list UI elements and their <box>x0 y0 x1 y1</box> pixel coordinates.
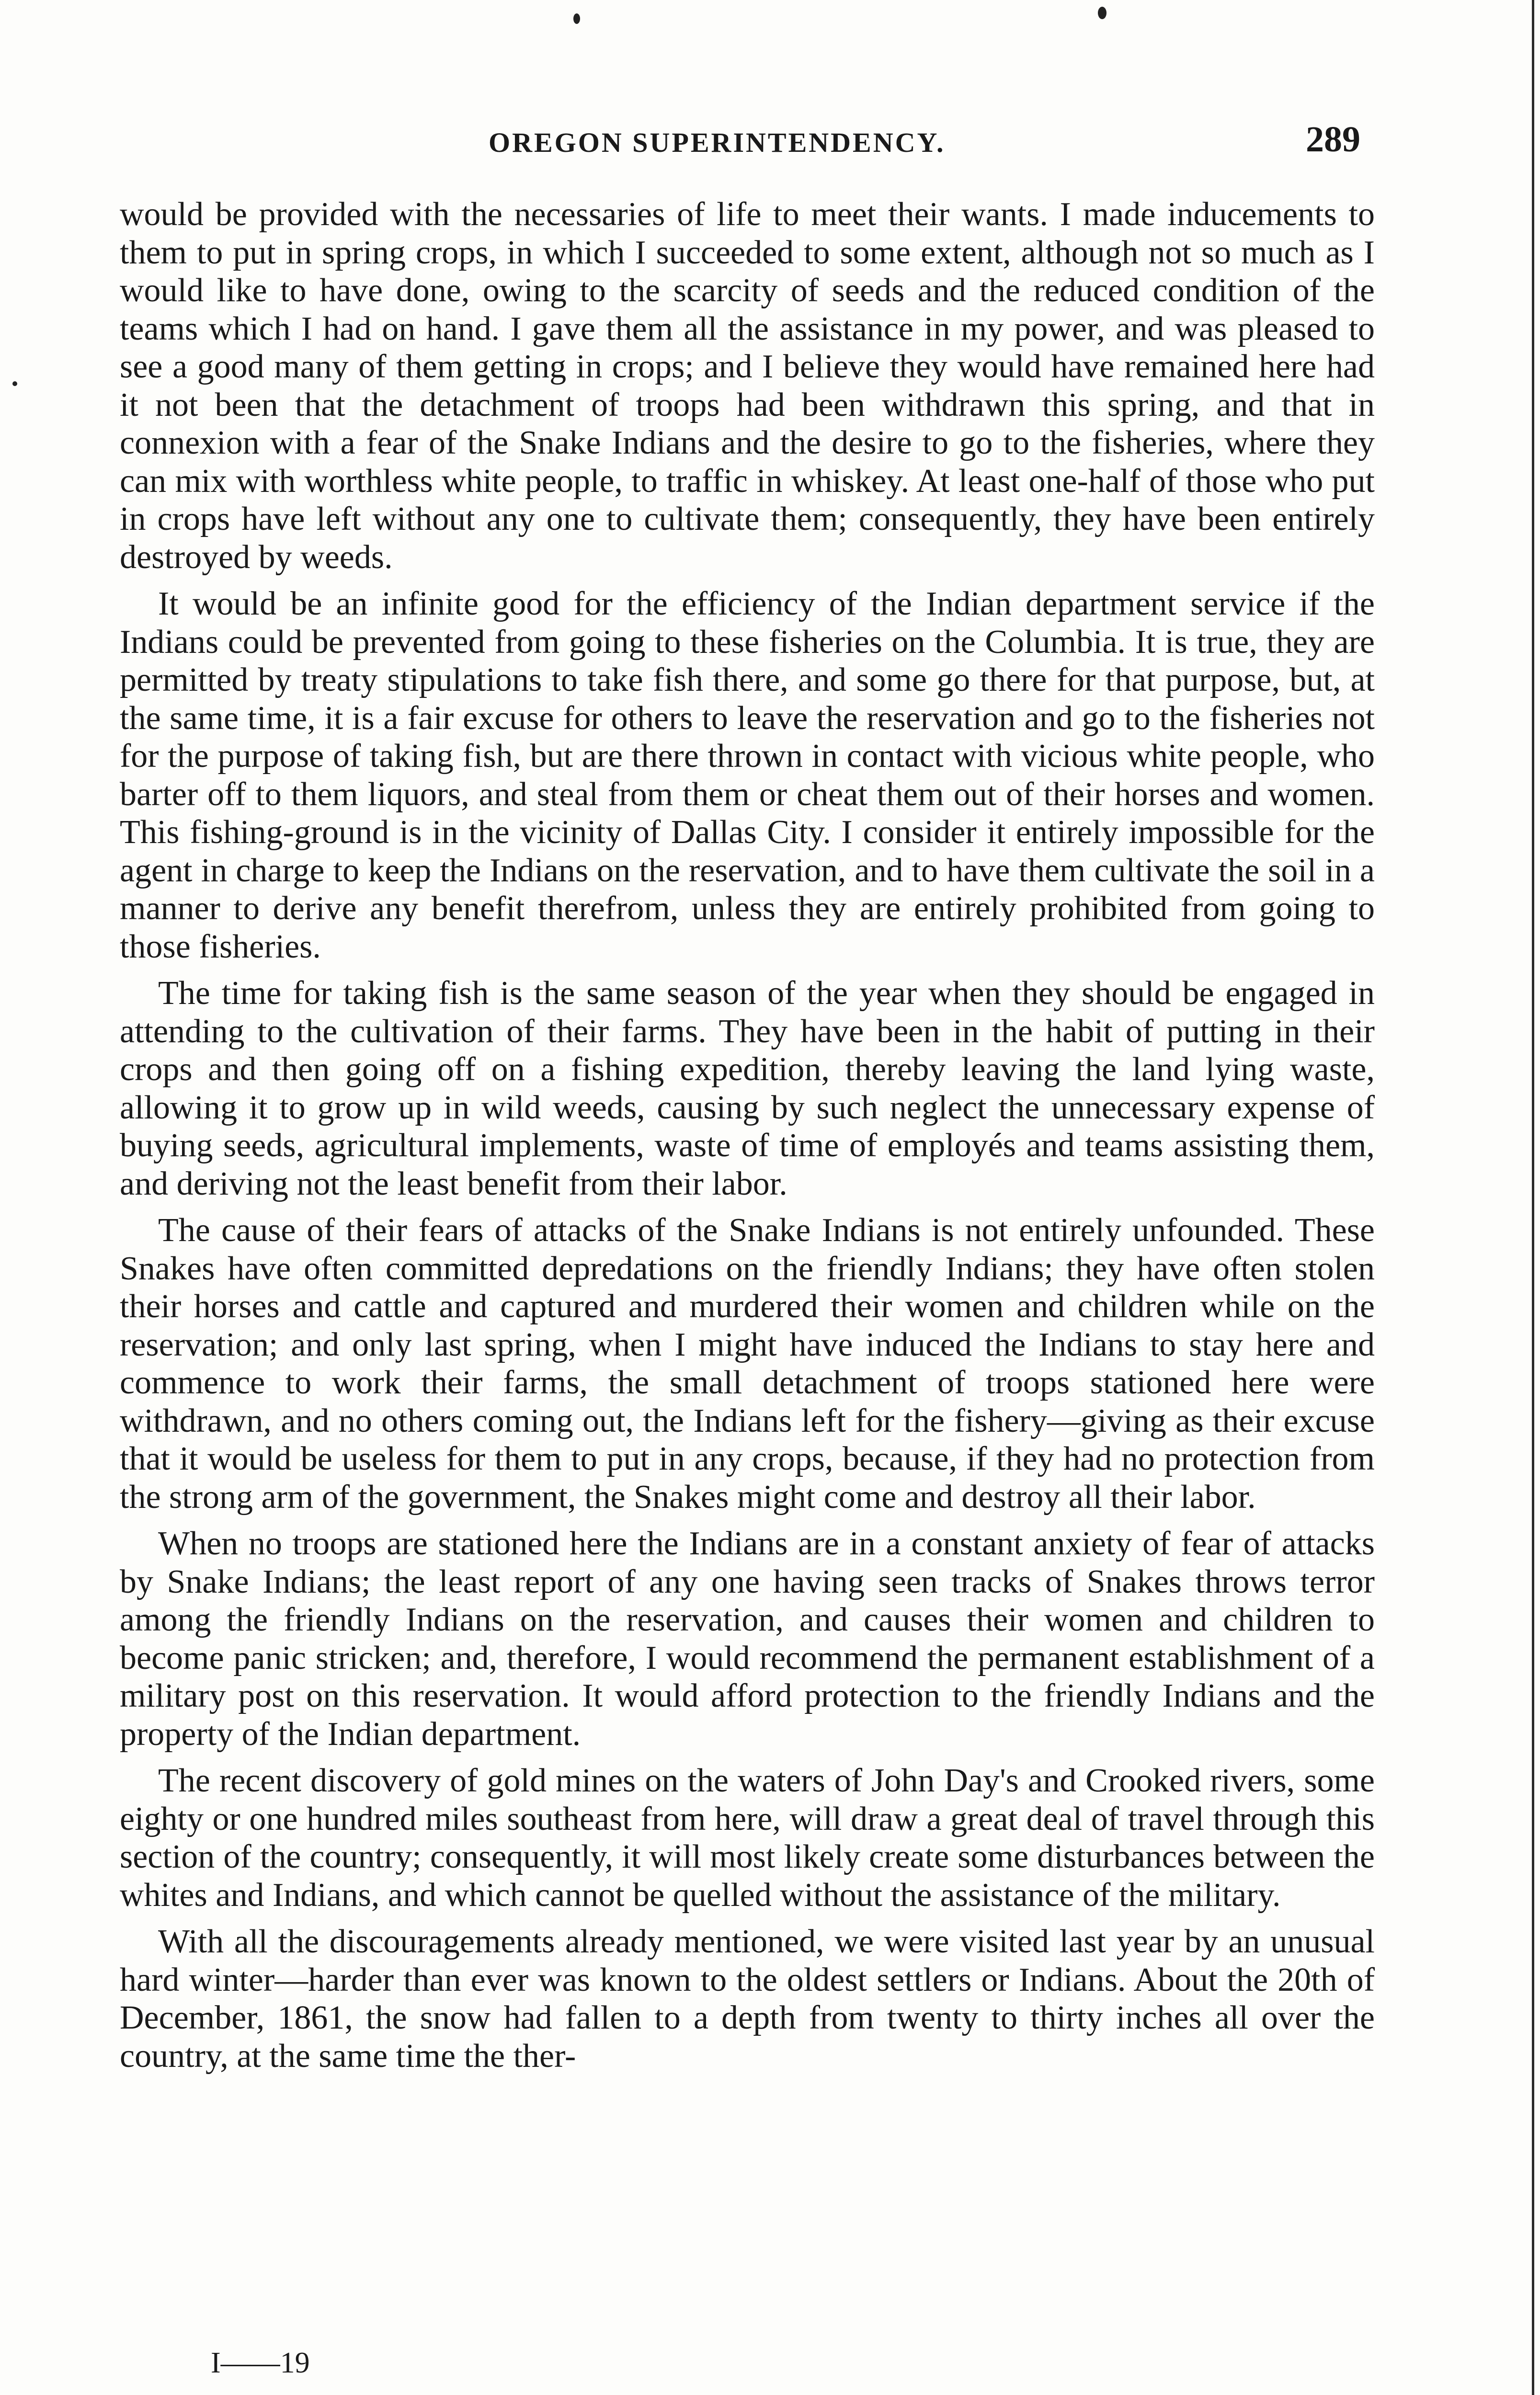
signature-mark: I——19 <box>211 2347 310 2379</box>
paragraph: would be provided with the necessaries of life to meet their wants. I made inducements to them to put in spring crops, in which I succeeded to some extent, although not so much as I would like to have done, owing to the scarcity of seeds and the reduced condition of the teams which I had on hand. I gave them all the assistance in my power, and was pleased to see a good many of them getting in crops; and I believe they would have remained here had it not been that the detachment of troops had been withdrawn this spring, and that in connexion with a fear of the Snake Indians and the desire to go to the fisheries, where they can mix with worthless white people, to traffic in whiskey. At least one-half of those who put in crops have left without any one to cultivate them; consequently, they have been entirely destroyed by weeds. <box>120 196 1375 576</box>
page-title: OREGON SUPERINTENDENCY. <box>489 127 946 158</box>
running-head <box>120 119 1375 161</box>
scan-speck <box>1098 7 1107 19</box>
paragraph: With all the discouragements already mentioned, we were visited last year by an unusual hard winter—harder than ever was known to the oldest settlers or Indians. About the 20th of December, 1861, the snow had fallen to a depth from twenty to thirty inches all over the country, at the same time the ther- <box>120 1923 1375 2075</box>
paragraph: The recent discovery of gold mines on the waters of John Day's and Crooked rivers, some eighty or one hundred miles southeast from here, will draw a great deal of travel through this section of the country; consequently, it will most likely create some disturbances between the whites and Indians, and which cannot be quelled without the assistance of the military. <box>120 1762 1375 1914</box>
paragraph: The time for taking fish is the same season of the year when they should be engaged in attending to the cultivation of their farms. They have been in the habit of putting in their crops and then going off on a fishing expedition, thereby leaving the land lying waste, allowing it to grow up in wild weeds, causing by such neglect the unnecessary expense of buying seeds, agricultural implements, waste of time of employés and teams assisting them, and deriving not the least benefit from their labor. <box>120 975 1375 1202</box>
scan-speck <box>573 13 580 24</box>
paragraph: When no troops are stationed here the Indians are in a constant anxiety of fear of attacks by Snake Indians; the least report of any one having seen tracks of Snakes throws terror among the friendly Indians on the reservation, and causes their women and children to become panic stricken; and, therefore, I would recommend the permanent establishment of a military post on this reservation. It would afford protection to the friendly Indians and the property of the Indian department. <box>120 1525 1375 1753</box>
page-number: 289 <box>1306 119 1360 160</box>
paragraph: The cause of their fears of attacks of the Snake Indians is not entirely unfounded. These Snakes have often committed depredations on the friendly Indians; they have often stolen their horses and cattle and captured and murdered their women and children while on the reservation; and only last spring, when I might have induced the Indians to stay here and commence to work their farms, the small detachment of troops stationed here were withdrawn, and no others coming out, the Indians left for the fishery—giving as their excuse that it would be useless for them to put in any crops, because, if they had no protection from the strong arm of the government, the Snakes might come and destroy all their labor. <box>120 1212 1375 1516</box>
body-text <box>120 195 1375 2084</box>
page-edge-line <box>1532 0 1534 2395</box>
paragraph: It would be an infinite good for the efficiency of the Indian department service if the Indians could be prevented from going to these fisheries on the Columbia. It is true, they are permitted by treaty stipulations to take fish there, and some go there for that purpose, but, at the same time, it is a fair excuse for others to leave the reservation and go to the fisheries not for the purpose of taking fish, but are there thrown in contact with vicious white people, who barter off to them liquors, and steal from them or cheat them out of their horses and women. This fishing-ground is in the vicinity of Dallas City. I consider it entirely impossible for the agent in charge to keep the Indians on the reservation, and to have them cultivate the soil in a manner to derive any benefit therefrom, unless they are entirely prohibited from going to those fisheries. <box>120 585 1375 965</box>
scan-speck <box>12 381 17 386</box>
